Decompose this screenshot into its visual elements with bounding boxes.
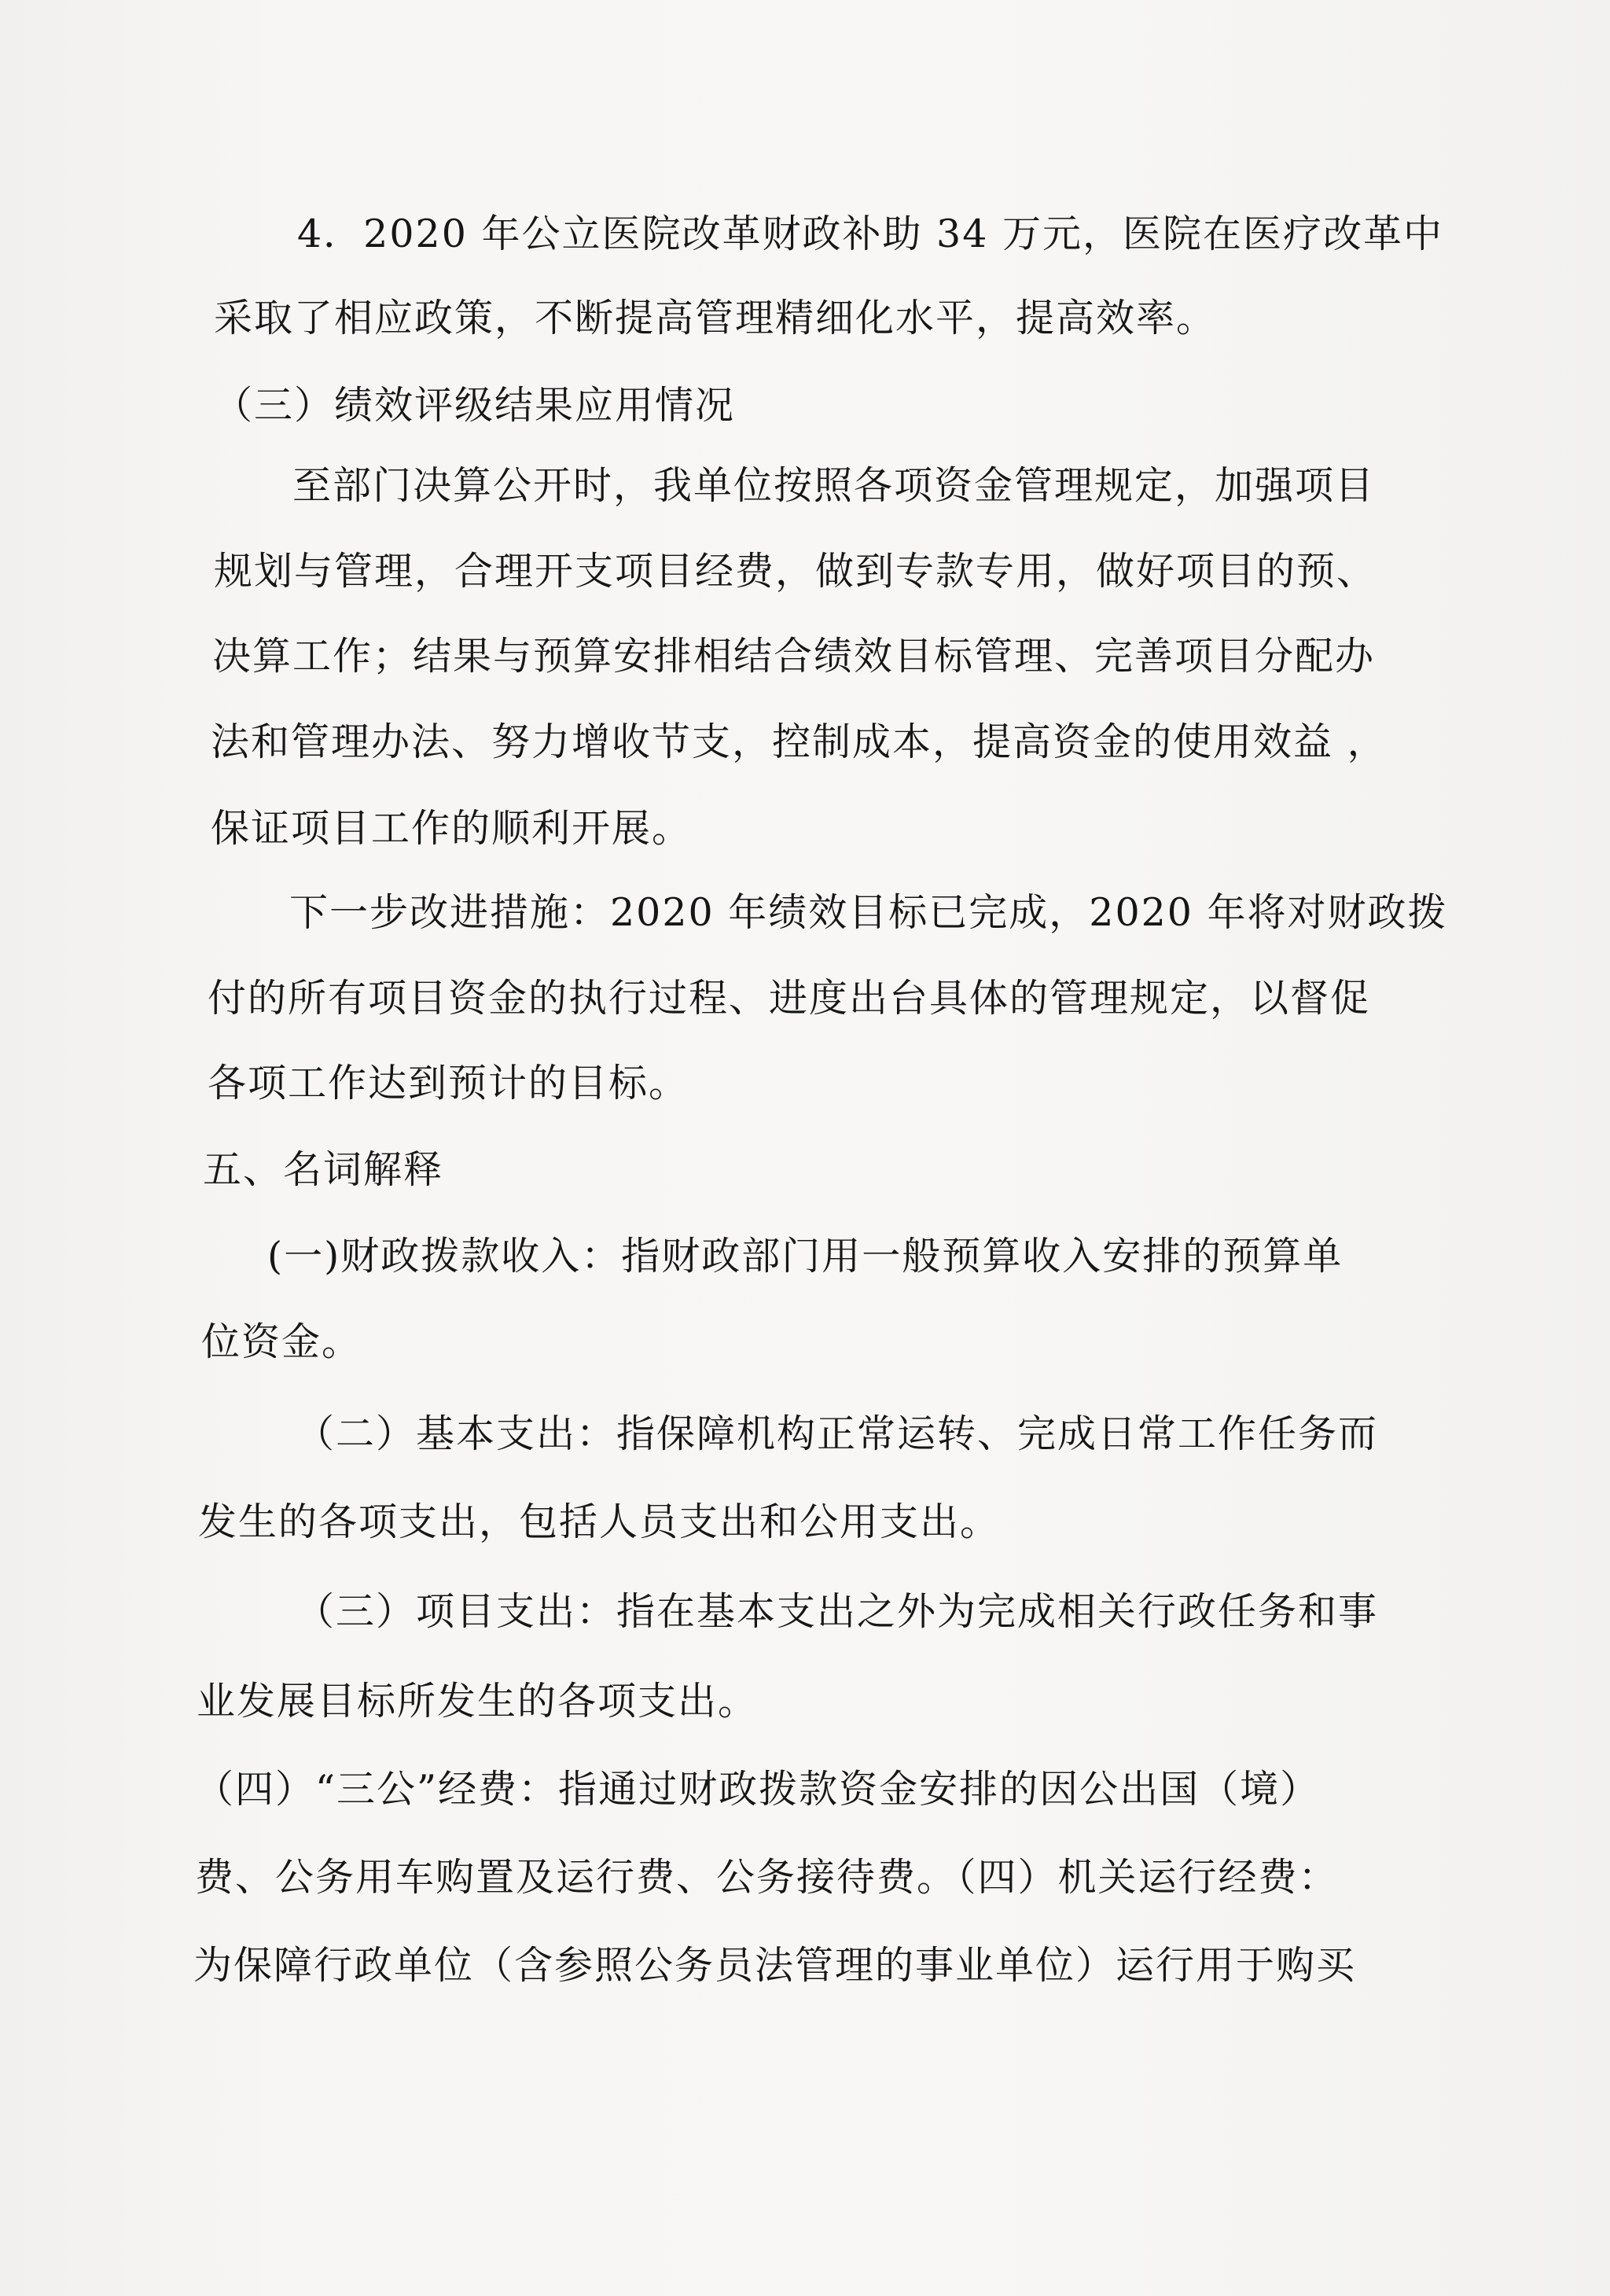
text-line: 至部门决算公开时，我单位按照各项资金管理规定，加强项目 (292, 463, 1376, 508)
text-line: 为保障行政单位（含参照公务员法管理的事业单位）运行用于购买 (193, 1943, 1357, 1988)
text-line: 业发展目标所发生的各项支出。 (197, 1679, 759, 1724)
text-line: 法和管理办法、努力增收节支，控制成本，提高资金的使用效益 ， (211, 719, 1388, 764)
text-line: 付的所有项目资金的执行过程、进度出台具体的管理规定，以督促 (208, 976, 1371, 1021)
text-line: 费、公务用车购置及运行费、公务接待费。（四）机关运行经费： (195, 1855, 1339, 1900)
text-line: 发生的各项支出，包括人员支出和公用支出。 (198, 1499, 1001, 1544)
text-line: (一)财政拨款收入：指财政部门用一般预算收入安排的预算单 (267, 1234, 1344, 1279)
text-line: 采取了相应政策，不断提高管理精细化水平，提高效率。 (214, 296, 1217, 340)
text-line: 下一步改进措施：2020 年绩效目标已完成，2020 年将对财政拨 (289, 890, 1448, 935)
text-line: 位资金。 (201, 1319, 362, 1364)
text-line: （四）“三公”经费：指通过财政拨款资金安排的因公出国（境） (195, 1767, 1321, 1812)
section-heading: 五、名词解释 (203, 1147, 444, 1192)
text-line: （二）基本支出：指保障机构正常运转、完成日常工作任务而 (296, 1411, 1379, 1456)
text-line: 保证项目工作的顺利开展。 (211, 806, 693, 851)
text-line: 4．2020 年公立医院改革财政补助 34 万元，医院在医疗改革中 (297, 212, 1443, 256)
text-line: 规划与管理，合理开支项目经费，做到专款专用，做好项目的预、 (214, 549, 1377, 594)
text-line: 各项工作达到预计的目标。 (208, 1061, 689, 1106)
text-line: 决算工作；结果与预算安排相结合绩效目标管理、完善项目分配办 (212, 634, 1376, 679)
section-heading: （三）绩效评级结果应用情况 (214, 383, 736, 428)
text-line: （三）项目支出：指在基本支出之外为完成相关行政任务和事 (296, 1589, 1379, 1634)
